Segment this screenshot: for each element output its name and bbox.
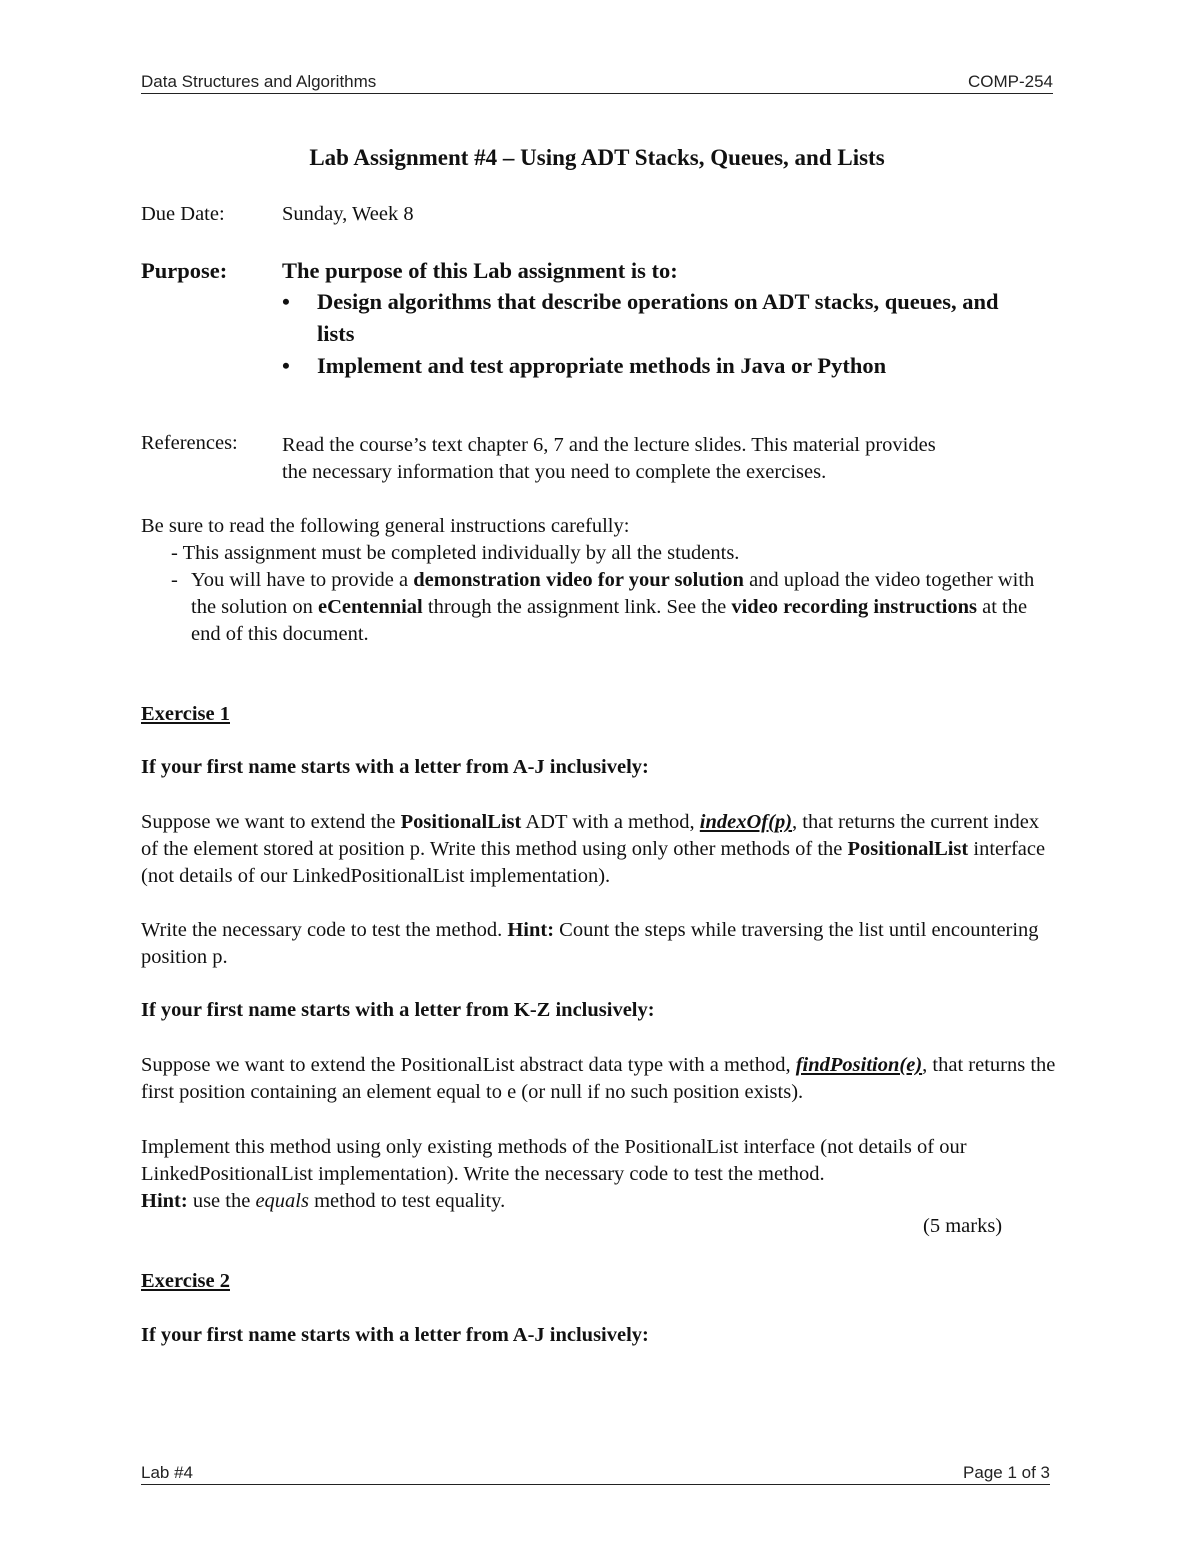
references-label: References: [141, 432, 238, 454]
instructions [141, 513, 1056, 648]
references-line: the necessary information that you need to complete the exercises. [282, 461, 827, 483]
purpose-intro: The purpose of this Lab assignment is to: [282, 258, 678, 283]
exercise-1-kz-hint: Hint: use the equals method to test equality. [141, 1190, 506, 1212]
exercise-1-kz-heading: If your first name starts with a letter from K-Z inclusively: [141, 999, 655, 1021]
exercise-1-kz-paragraph: Suppose we want to extend the PositionalList abstract data type with a method, findPosition(e), that returns the first position containing an element equal to e (or null if no such position exists). [141, 1054, 1056, 1103]
instruction-item [141, 567, 1056, 648]
exercise-1-aj-heading: If your first name starts with a letter from A-J inclusively: [141, 756, 649, 778]
instruction-item: - This assignment must be completed individually by all the students. [171, 542, 740, 564]
bullet-icon: • [282, 289, 290, 314]
instruction-dash: - [171, 569, 178, 591]
exercise-2-aj-heading: If your first name starts with a letter from A-J inclusively: [141, 1324, 649, 1346]
exercise-1-aj-paragraph: Suppose we want to extend the PositionalList ADT with a method, indexOf(p), that returns the current index of the element stored at position p. Write this method using only other methods of the PositionalList interface (not details of our LinkedPositionalList implementation). [141, 811, 1046, 887]
references-line: Read the course’s text chapter 6, 7 and the lecture slides. This material provides [282, 434, 936, 456]
due-date-value: Sunday, Week 8 [282, 203, 414, 225]
purpose-bullet [282, 350, 1017, 382]
header-code: COMP-254 [967, 72, 1053, 91]
instructions-intro: Be sure to read the following general instructions carefully: [141, 515, 630, 537]
exercise-1-heading: Exercise 1 [141, 703, 230, 725]
exercise-1-kz-implement-text: Implement this method using only existing methods of the PositionalList interface (not details of our LinkedPositionalList implementation). Write the necessary code to test the method. [141, 1136, 967, 1185]
purpose-bullet-text: Design algorithms that describe operations on ADT stacks, queues, and lists [317, 289, 999, 346]
exercise-1-kz-implement-paragraph [141, 1134, 1056, 1215]
page-footer [141, 1461, 1050, 1485]
purpose-bullet [282, 286, 1017, 350]
exercise-1-marks: (5 marks) [923, 1215, 1003, 1237]
footer-lab: Lab #4 [141, 1463, 193, 1482]
header-course: Data Structures and Algorithms [141, 72, 377, 91]
footer-page-number: Page 1 of 3 [963, 1463, 1050, 1482]
exercise-1-aj-test-paragraph: Write the necessary code to test the method. Hint: Count the steps while traversing the list until encountering position p. [141, 919, 1039, 968]
bullet-icon: • [282, 353, 290, 378]
due-date-label: Due Date: [141, 203, 225, 225]
page-header [141, 70, 1053, 94]
exercise-2-heading: Exercise 2 [141, 1270, 230, 1292]
instruction-text: You will have to provide a demonstration video for your solution and upload the video together with the solution on eCentennial through the assignment link. See the video recording instructions at the end of this document. [191, 569, 1035, 645]
document-title: Lab Assignment #4 – Using ADT Stacks, Queues, and Lists [309, 145, 885, 170]
purpose-bullet-text: Implement and test appropriate methods in Java or Python [317, 353, 887, 378]
purpose-label: Purpose: [141, 258, 228, 283]
references-text [282, 432, 936, 486]
